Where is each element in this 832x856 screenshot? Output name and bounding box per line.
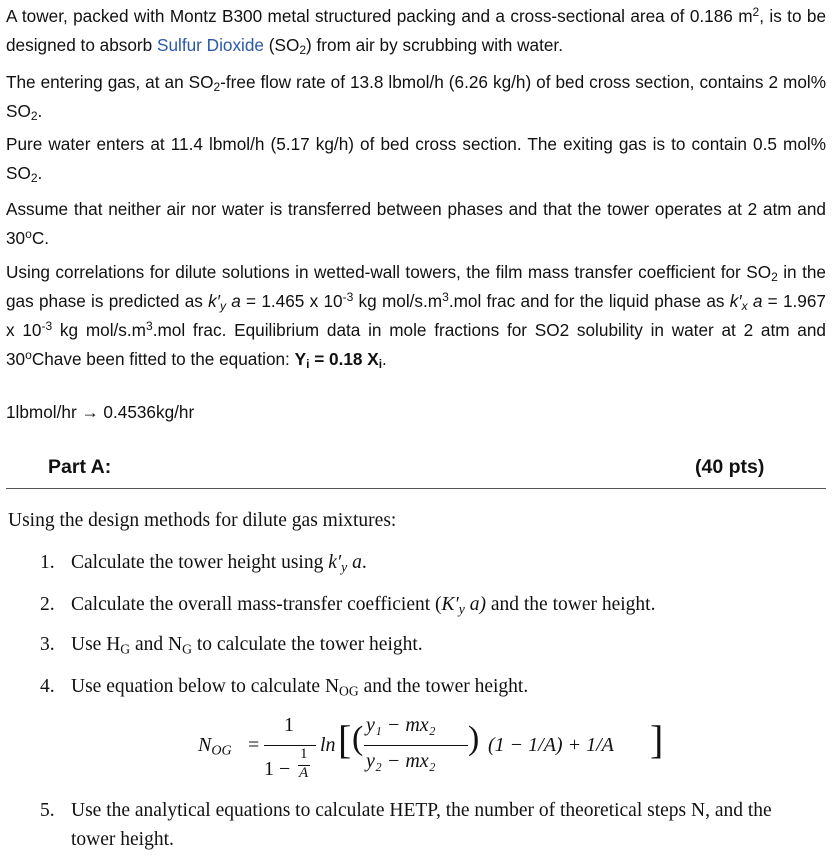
task-item-5: 5. Use the analytical equations to calculate HETP, the number of theoretical steps N, and the tower height. [40,800,772,850]
eq-frac1-den-den: A [299,765,309,781]
eq-frac1-den-num: 1 [300,746,308,762]
eq-frac2-den: y₂ − mx₂ [366,750,436,772]
task-item-2: 2. Calculate the overall mass-transfer coefficient ($K'_y$ a) and the tower height. [40,594,656,617]
eq-frac1-den-pre: 1 − [264,758,291,780]
nog-equation [198,712,668,788]
part-title: Part A: [48,456,112,478]
eq-right-bracket: ] [650,717,664,762]
task-item-4: 4. Use equation below to calculate $N_{OG}$ and the tower height. [40,676,529,699]
eq-right-paren: ) [468,720,480,757]
eq-lhs: $N_{OG}$ [198,734,232,759]
section-divider [6,488,826,489]
task-item-1: 1. Calculate the tower height using $k'_y$ a. [40,552,367,575]
eq-frac1-num: 1 [284,714,294,736]
correlations-paragraph: Using correlations for dilute solutions in wetted-wall towers, the film mass transfer coefficient for $SO_2$ in the gas phase is predicted as $k'_y$ a = 1.465 x $10^{-3}$ kg mol/$s.m^3.mol$ frac and for the liquid phase as $k'_x$ a = 1.967 x $10^{-3}$ kg mol/$s.m^3.mol$ frac. Equilibrium data in mole fractions for SO2 solubility in water at 2 atm and 30$^o$Chave been fitted to the equation: $Y_i = 0.18$ $X_i$. [6,262,826,371]
part-points: (40 pts) [695,456,765,478]
entering-gas-paragraph: The entering gas, at an $SO_2$-free flow rate of 13.8 lbmol/h (6.26 kg/h) of bed cross section, contains 2 mol% $SO_2$. [6,72,826,123]
unit-conversion-note: 1lbmol/hr → 0.4536kg/hr [6,402,195,422]
task-item-3: 3. Use $H_G$ and $N_G$ to calculate the tower height. [40,634,423,657]
eq-tail: (1 − 1/A) + 1/A [488,734,614,756]
eq-left-bracket: [ [338,717,352,762]
eq-frac1-bar [264,745,316,746]
eq-ln: ln [320,734,336,756]
task-intro: Using the design methods for dilute gas mixtures: [8,510,397,531]
problem-statement-paragraph: A tower, packed with Montz B300 metal structured packing and a cross-sectional area of 0.186 $m^2$, is to be designed to absorb Sulfur Dioxide $(SO_2)$ from air by scrubbing with water. [6,4,826,57]
assumption-paragraph: Assume that neither air nor water is transferred between phases and that the tower operates at 2 atm and 30$^o$C. [6,199,826,248]
eq-equals: = [248,734,260,756]
sulfur-dioxide-link[interactable]: Sulfur Dioxide [156,35,264,55]
water-flow-paragraph: Pure water enters at 11.4 lbmol/h (5.17 kg/h) of bed cross section. The exiting gas is to contain 0.5 mol% $SO_2$. [6,134,826,185]
eq-left-paren: ( [352,720,364,757]
eq-frac2-num: y₁ − mx₂ [366,714,436,736]
eq-frac2-bar [364,745,468,746]
